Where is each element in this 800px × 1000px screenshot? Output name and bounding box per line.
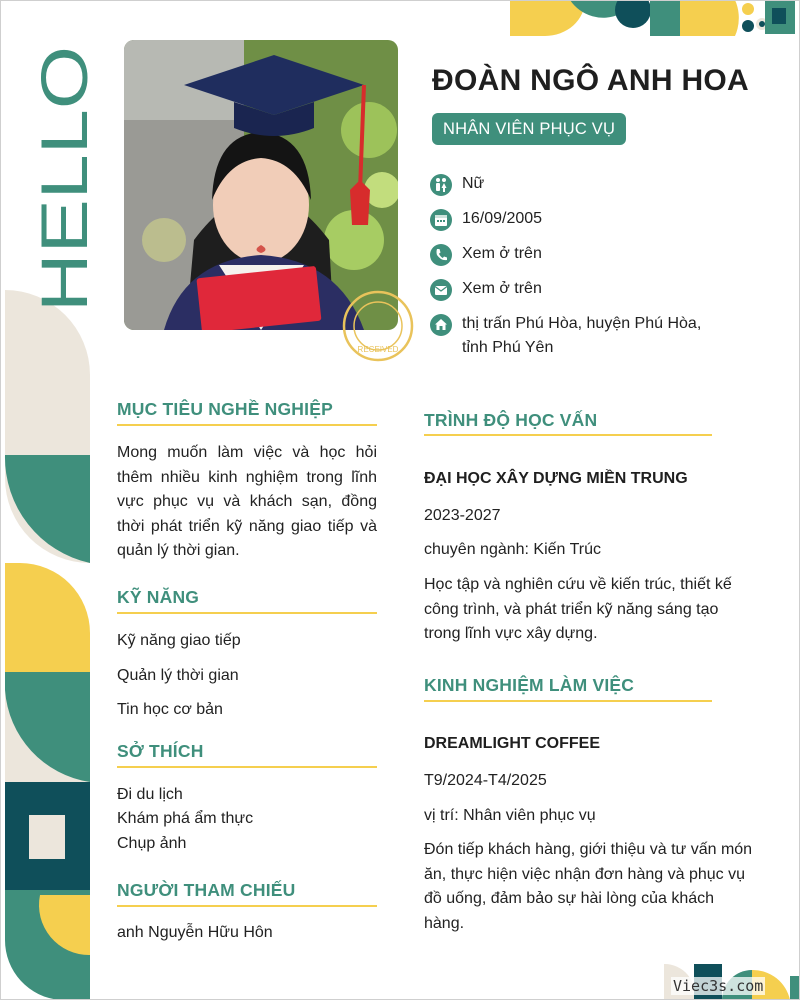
references-underline [117, 905, 377, 907]
experience-underline [424, 700, 712, 702]
skills-heading: KỸ NĂNG [117, 587, 200, 607]
birthday-value: 16/09/2005 [462, 210, 543, 227]
svg-text:RECEIVED: RECEIVED [357, 345, 399, 354]
education-period: 2023-2027 [424, 507, 501, 524]
svg-text:HELLO: HELLO [27, 95, 101, 312]
experience-period: T9/2024-T4/2025 [424, 772, 547, 789]
hobby-item: Đi du lịch [117, 786, 183, 803]
home-icon [430, 314, 452, 336]
profile-photo [124, 40, 398, 330]
hello-vertical-text [2, 42, 122, 314]
birthday-item [430, 207, 770, 231]
objective-underline [117, 424, 377, 426]
education-description: Học tập và nghiên cứu về kiến trúc, thiết kế công trình, và phát triển kỹ năng sáng tạo trong lĩnh vực xây dựng. [424, 576, 732, 642]
hobbies-heading: SỞ THÍCH [117, 741, 204, 761]
hobby-item: Khám phá ẩm thực [117, 810, 254, 827]
reference-item: anh Nguyễn Hữu Hôn [117, 924, 273, 941]
education-major: chuyên ngành: Kiến Trúc [424, 541, 602, 558]
gender-value: Nữ [462, 175, 485, 192]
education-underline [424, 434, 712, 436]
objective-heading: MỤC TIÊU NGHỀ NGHIỆP [117, 399, 333, 419]
email-value: Xem ở trên [462, 280, 542, 297]
calendar-icon [430, 209, 452, 231]
skill-item: Tin học cơ bản [117, 701, 223, 718]
skill-item: Kỹ năng giao tiếp [117, 632, 241, 649]
skills-underline [117, 612, 377, 614]
hobby-item: Chụp ảnh [117, 835, 187, 852]
top-right-decoration [510, 0, 800, 36]
email-item [430, 277, 770, 301]
job-title-badge: NHÂN VIÊN PHỤC VỤ [432, 113, 626, 145]
references-heading: NGƯỜI THAM CHIẾU [117, 880, 296, 900]
site-watermark: Viec3s.com [673, 977, 764, 995]
phone-item [430, 242, 770, 266]
experience-position: vị trí: Nhân viên phục vụ [424, 807, 596, 824]
phone-value: Xem ở trên [462, 245, 542, 262]
address-line-1: thị trấn Phú Hòa, huyện Phú Hòa, [462, 315, 702, 332]
address-line-2: tỉnh Phú Yên [462, 339, 554, 356]
education-school: ĐẠI HỌC XÂY DỰNG MIỀN TRUNG [424, 470, 688, 487]
address-item [430, 312, 770, 360]
objective-text: Mong muốn làm việc và học hỏi thêm nhiều kinh nghiệm trong lĩnh vực phục vụ và khách sạn, đồng thời phát triển kỹ năng giao tiếp và quản lý thời gian. [117, 444, 377, 559]
experience-heading: KINH NGHIỆM LÀM VIỆC [424, 675, 635, 695]
gender-icon [430, 174, 452, 196]
skill-item: Quản lý thời gian [117, 667, 239, 684]
received-stamp [340, 288, 416, 364]
gender-item [430, 172, 770, 196]
education-heading: TRÌNH ĐỘ HỌC VẤN [424, 410, 598, 430]
contact-info-list [430, 172, 770, 360]
phone-icon [430, 244, 452, 266]
hobbies-underline [117, 766, 377, 768]
experience-description: Đón tiếp khách hàng, giới thiệu và tư vấn món ăn, thực hiện việc nhận đơn hàng và phục vụ đồ uống, đảm bảo sự hài lòng của khách hàng. [424, 841, 753, 932]
experience-company: DREAMLIGHT COFFEE [424, 735, 600, 752]
mail-icon [430, 279, 452, 301]
candidate-name: ĐOÀN NGÔ ANH HOA [432, 64, 750, 97]
